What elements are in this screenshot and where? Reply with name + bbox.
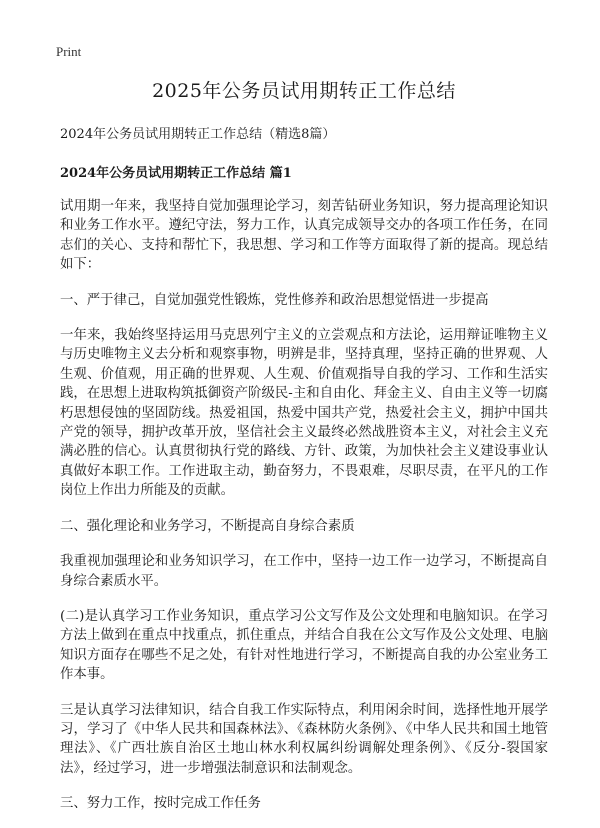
intro-paragraph: 试用期一年来，我坚持自觉加强理论学习，刻苦钻研业务知识，努力提高理论知识和业务工作水平。遵纪守法，努力工作，认真完成领导交办的各项工作任务，在同志们的关心、支持和帮忙下，我思想、学习和工作等方面取得了新的提高。现总结如下： xyxy=(60,199,548,273)
heading-three: 三、努力工作，按时完成工作任务 xyxy=(60,796,261,812)
document-title: 2025年公务员试用期转正工作总结 xyxy=(152,80,456,102)
heading-two: 二、强化理论和业务学习，不断提高自身综合素质 xyxy=(60,518,355,534)
paragraph-law-knowledge: 三是认真学习法律知识，结合自我工作实际特点，利用闲余时间，选择性地开展学习，学习了《中华人民共和国森林法》、《森林防火条例》、《中华人民共和国土地管理法》、《广西壮族自治区土地山林水利权属纠纷调解处理条例》、《反分-裂国家法》，经过学习，进一步增强法制意识和法制观念。 xyxy=(60,702,548,776)
heading-one: 一、严于律己，自觉加强党性锻炼，党性修养和政治思想觉悟进一步提高 xyxy=(60,292,489,308)
document-subtitle: 2024年公务员试用期转正工作总结（精选8篇） xyxy=(60,127,336,142)
section-title: 2024年公务员试用期转正工作总结 篇1 xyxy=(60,166,292,181)
paragraph-political: 一年来，我始终坚持运用马克思列宁主义的立尝观点和方法论，运用辩证唯物主义与历史唯物主义去分析和观察事物，明辨是非，坚持真理，坚持正确的世界观、人生观、价值观，用正确的世界观、人生观、价值观指导自我的学习、工作和生活实践，在思想上进取构筑抵御资产阶级民-主和自由化、拜金主义、自由主义等一切腐朽思想侵蚀的坚固防线。热爱祖国，热爱中国共产党，热爱社会主义，拥护中国共产党的领导，拥护改革开放，坚信社会主义最终必然战胜资本主义，对社会主义充满必胜的信心。认真贯彻执行党的路线、方针、政策，为加快社会主义建设事业认真做好本职工作。工作进取主动，勤奋努力，不畏艰难，尽职尽责，在平凡的工作岗位上作出力所能及的贡献。 xyxy=(60,328,548,499)
paragraph-study: 我重视加强理论和业务知识学习，在工作中，坚持一边工作一边学习，不断提高自身综合素质水平。 xyxy=(60,554,548,589)
paragraph-business-knowledge: (二)是认真学习工作业务知识，重点学习公文写作及公文处理和电脑知识。在学习方法上做到在重点中找重点，抓住重点，并结合自我在公文写作及公文处理、电脑知识方面存在哪些不足之处，有针对性地进行学习，不断提高自我的办公室业务工作本事。 xyxy=(60,608,548,683)
print-label: Print xyxy=(56,44,82,59)
